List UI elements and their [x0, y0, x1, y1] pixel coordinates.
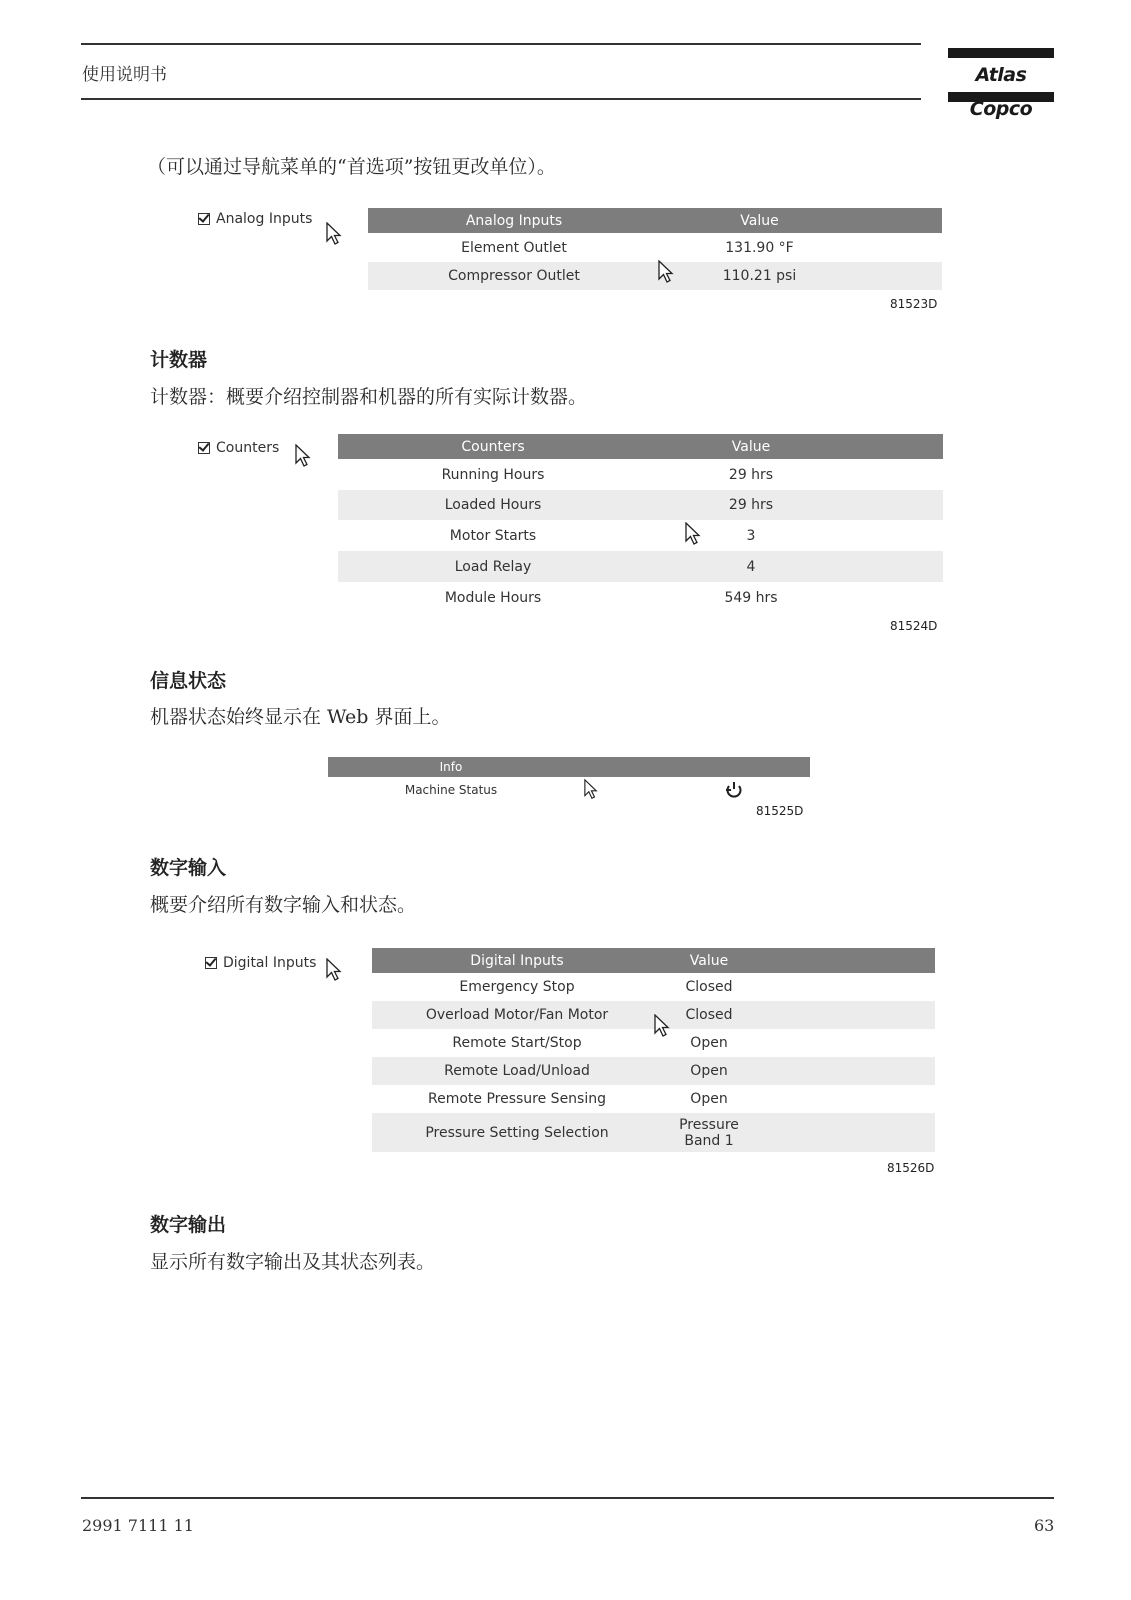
atlas-copco-logo [948, 48, 1054, 120]
column-header-value: Value [740, 212, 779, 229]
row-value: 29 hrs [728, 466, 774, 483]
row-value-line2: Band 1 [684, 1132, 734, 1149]
row-name: Loaded Hours [444, 497, 542, 513]
figure-id: 81525D [756, 804, 804, 818]
table-row [338, 520, 943, 551]
column-header-info: Info [439, 760, 463, 774]
counters-table-header [338, 434, 943, 459]
section-description-digital-inputs: 概要介绍所有数字输入和状态。 [150, 894, 417, 916]
machine-status-icon [725, 781, 743, 799]
figure-id: 81526D [887, 1161, 935, 1175]
section-heading-digital-outputs: 数字输出 [150, 1214, 227, 1236]
table-row [338, 582, 943, 613]
row-value: 4 [746, 558, 756, 575]
section-heading-counters: 计数器 [150, 349, 208, 371]
header-bottom-rule [81, 98, 921, 100]
counters-table [338, 434, 943, 613]
row-value: Open [690, 1091, 728, 1107]
counters-checkbox-label: Counters [216, 440, 280, 456]
counters-checkbox[interactable] [198, 440, 279, 456]
row-value: Open [690, 1063, 728, 1079]
column-header-name: Counters [461, 438, 525, 455]
table-row [372, 1057, 935, 1085]
info-table-header [328, 757, 810, 777]
row-name: Remote Start/Stop [452, 1035, 582, 1051]
table-row [372, 1085, 935, 1113]
row-value: 131.90 °F [725, 239, 794, 256]
digital-inputs-checkbox[interactable] [205, 955, 316, 971]
row-name: Running Hours [441, 466, 545, 483]
column-header-value: Value [689, 952, 729, 969]
header-title: 使用说明书 [82, 65, 167, 85]
mouse-cursor-icon [584, 779, 598, 800]
table-row [368, 262, 942, 290]
row-name: Motor Starts [449, 527, 537, 544]
row-name: Module Hours [444, 589, 542, 606]
row-name: Compressor Outlet [448, 268, 580, 284]
checkbox-checked-icon [198, 213, 210, 225]
digital-inputs-checkbox-label: Digital Inputs [223, 955, 317, 971]
row-value: Open [690, 1035, 728, 1051]
row-value [662, 1117, 756, 1149]
column-header-name: Analog Inputs [465, 212, 563, 229]
row-name: Remote Pressure Sensing [427, 1091, 606, 1107]
row-name: Element Outlet [461, 239, 567, 256]
column-header-value: Value [731, 438, 771, 455]
analog-inputs-checkbox[interactable] [198, 211, 312, 227]
digital-inputs-table-header [372, 948, 935, 973]
row-value: 549 hrs [724, 589, 778, 606]
section-heading-digital-inputs: 数字输入 [150, 857, 227, 879]
table-row [372, 973, 935, 1001]
digital-inputs-table [372, 948, 935, 1152]
section-description-digital-outputs: 显示所有数字输出及其状态列表。 [150, 1251, 436, 1273]
footer-page-number: 63 [1034, 1516, 1055, 1535]
analog-inputs-checkbox-label: Analog Inputs [216, 211, 313, 227]
mouse-cursor-icon [658, 260, 674, 284]
row-value: 110.21 psi [722, 268, 797, 284]
row-value-line1: Pressure [679, 1116, 739, 1133]
row-name: Pressure Setting Selection [425, 1124, 609, 1141]
mouse-cursor-icon [295, 444, 311, 468]
table-row [372, 1113, 935, 1152]
section-description-info: 机器状态始终显示在 Web 界面上。 [150, 706, 451, 728]
analog-inputs-table [368, 208, 942, 290]
row-name: Load Relay [454, 558, 532, 575]
analog-inputs-table-header [368, 208, 942, 233]
row-value: Closed [685, 979, 733, 995]
row-value: 29 hrs [728, 497, 774, 513]
footer-rule [81, 1497, 1054, 1499]
row-name: Remote Load/Unload [444, 1063, 590, 1079]
figure-id: 81523D [890, 297, 938, 311]
mouse-cursor-icon [654, 1014, 670, 1038]
section-heading-info: 信息状态 [150, 670, 227, 692]
section-description-counters: 计数器：概要介绍控制器和机器的所有实际计数器。 [150, 386, 588, 408]
row-value: 3 [746, 527, 756, 544]
mouse-cursor-icon [326, 958, 342, 982]
row-name: Machine Status [404, 783, 498, 797]
row-value: Closed [685, 1007, 733, 1023]
logo-wordmark: Atlas Copco [969, 64, 1033, 120]
figure-id: 81524D [890, 619, 938, 633]
table-row [338, 490, 943, 520]
column-header-name: Digital Inputs [470, 952, 564, 969]
footer-doc-number: 2991 7111 11 [82, 1516, 194, 1535]
table-row [368, 233, 942, 262]
mouse-cursor-icon [326, 222, 342, 246]
table-row [338, 459, 943, 490]
table-row [338, 551, 943, 582]
checkbox-checked-icon [205, 957, 217, 969]
header-top-rule [81, 43, 921, 45]
mouse-cursor-icon [685, 522, 701, 546]
intro-text: （可以通过导航菜单的“首选项”按钮更改单位）。 [147, 156, 556, 178]
row-name: Overload Motor/Fan Motor [425, 1007, 609, 1023]
row-name: Emergency Stop [459, 979, 575, 995]
checkbox-checked-icon [198, 442, 210, 454]
